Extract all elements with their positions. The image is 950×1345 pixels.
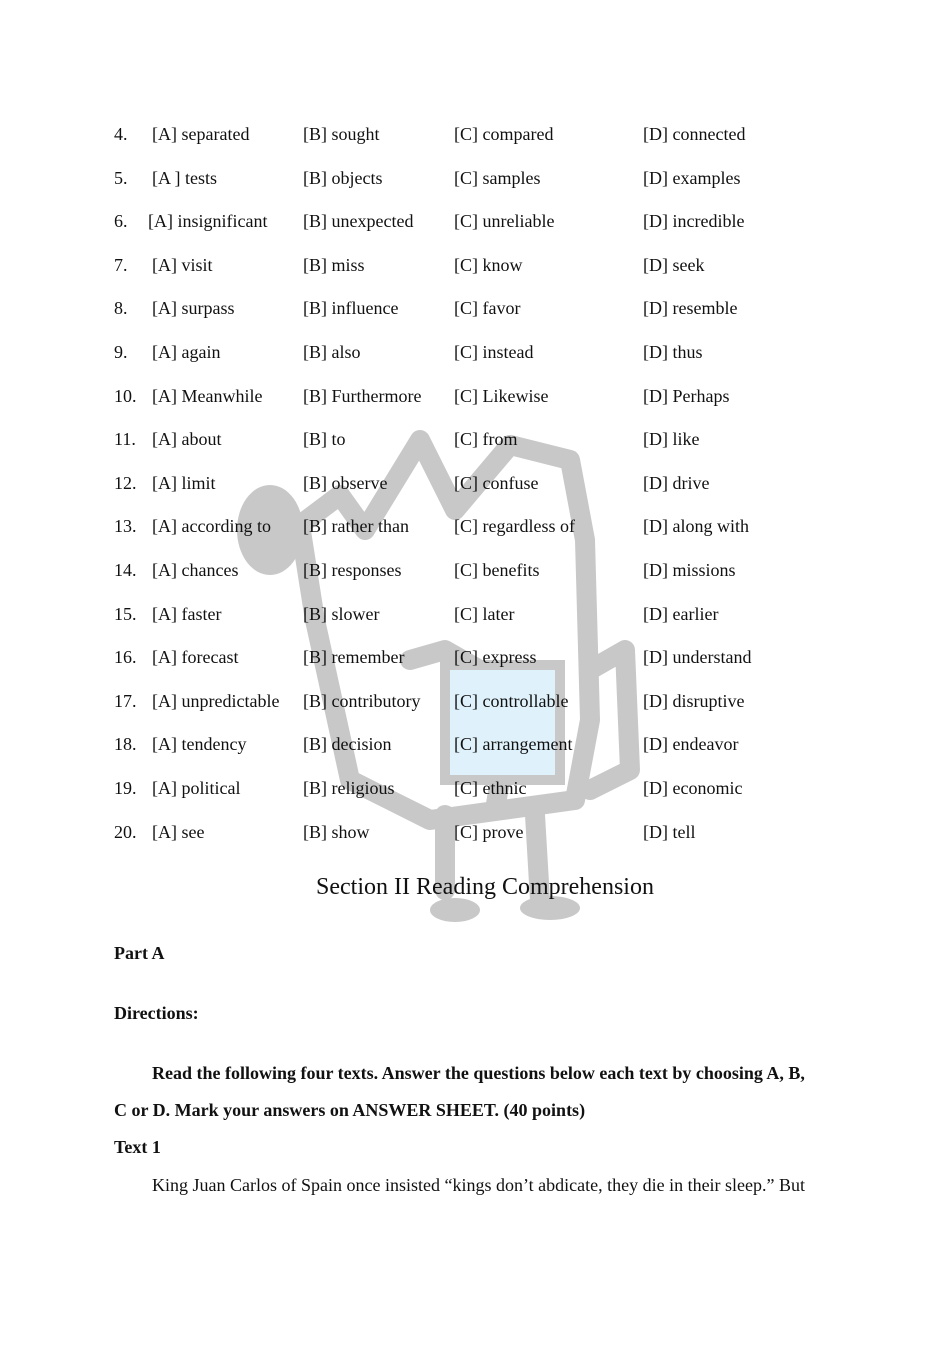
- option-c: [C] express: [454, 647, 537, 668]
- question-row: [114, 508, 834, 552]
- option-c: [C] arrangement: [454, 734, 573, 755]
- question-number: 9.: [114, 341, 128, 362]
- option-d: [D] incredible: [643, 211, 745, 232]
- question-row: [114, 770, 834, 814]
- option-d: [D] drive: [643, 472, 710, 493]
- question-number: 20.: [114, 821, 137, 842]
- option-a: [A] surpass: [152, 298, 235, 319]
- option-c: [C] controllable: [454, 690, 569, 711]
- option-c: [C] Likewise: [454, 385, 549, 406]
- option-a: [A] Meanwhile: [152, 385, 263, 406]
- question-number: 6.: [114, 211, 128, 232]
- option-b: [B] contributory: [303, 690, 421, 711]
- option-a: [A] separated: [152, 124, 250, 144]
- option-d: [D] examples: [643, 167, 741, 188]
- option-a: [A] faster: [152, 603, 222, 624]
- question-number: 17.: [114, 690, 137, 711]
- question-number: 5.: [114, 167, 128, 188]
- option-d: [D] tell: [643, 821, 696, 842]
- question-number: 7.: [114, 254, 128, 275]
- option-c: [C] samples: [454, 167, 541, 188]
- passage-first-line: King Juan Carlos of Spain once insisted “kings don’t abdicate, they die in their sleep.” But: [152, 1175, 806, 1195]
- question-row: [114, 465, 834, 509]
- question-row: [114, 639, 834, 683]
- option-a: [A] about: [152, 429, 222, 450]
- option-b: [B] observe: [303, 472, 388, 493]
- option-c: [C] from: [454, 429, 518, 450]
- option-b: [B] responses: [303, 559, 402, 580]
- question-number: 19.: [114, 777, 137, 798]
- option-a: [A] chances: [152, 559, 239, 580]
- option-d: [D] resemble: [643, 298, 738, 319]
- question-row: [114, 247, 834, 291]
- option-c: [C] regardless of: [454, 516, 575, 537]
- question-row: [114, 334, 834, 378]
- question-row: [114, 160, 834, 204]
- option-b: [B] slower: [303, 603, 380, 624]
- directions-text-line-1: Read the following four texts. Answer the questions below each text by choosing A, B,: [152, 1063, 805, 1083]
- option-d: [D] earlier: [643, 603, 719, 624]
- question-number: 13.: [114, 516, 137, 537]
- option-b: [B] Furthermore: [303, 385, 422, 406]
- option-a: [A ] tests: [152, 167, 217, 188]
- option-b: [B] influence: [303, 298, 399, 319]
- question-row: [114, 421, 834, 465]
- option-a: [A] visit: [152, 254, 213, 275]
- question-row: [114, 203, 834, 247]
- question-number: 11.: [114, 429, 136, 450]
- question-row: [114, 596, 834, 640]
- option-c: [C] compared: [454, 124, 554, 144]
- directions-text-line-2: C or D. Mark your answers on ANSWER SHEET. (40 points): [114, 1100, 586, 1120]
- option-c: [C] favor: [454, 298, 521, 319]
- question-row: [114, 378, 834, 422]
- question-number: 12.: [114, 472, 137, 493]
- question-number: 10.: [114, 385, 137, 406]
- option-d: [D] seek: [643, 254, 705, 275]
- option-a: [A] tendency: [152, 734, 247, 755]
- question-row: [114, 552, 834, 596]
- option-b: [B] to: [303, 429, 346, 450]
- option-a: [A] insignificant: [148, 211, 268, 232]
- question-number: 4.: [114, 124, 128, 144]
- option-b: [B] miss: [303, 254, 365, 275]
- option-a: [A] unpredictable: [152, 690, 280, 711]
- directions-label: Directions:: [114, 1003, 199, 1023]
- option-a: [A] forecast: [152, 647, 239, 668]
- option-b: [B] rather than: [303, 516, 409, 537]
- option-d: [D] understand: [643, 647, 752, 668]
- option-b: [B] sought: [303, 124, 380, 144]
- option-d: [D] endeavor: [643, 734, 739, 755]
- section-title: Section II Reading Comprehension: [316, 874, 654, 900]
- option-d: [D] Perhaps: [643, 385, 730, 406]
- question-row: [114, 683, 834, 727]
- option-a: [A] limit: [152, 472, 216, 493]
- part-label: Part A: [114, 943, 165, 963]
- question-row: [114, 726, 834, 770]
- option-d: [D] economic: [643, 777, 743, 798]
- option-c: [C] prove: [454, 821, 524, 842]
- option-c: [C] confuse: [454, 472, 539, 493]
- option-b: [B] show: [303, 821, 370, 842]
- question-number: 8.: [114, 298, 128, 319]
- option-c: [C] benefits: [454, 559, 540, 580]
- question-row: [114, 116, 834, 160]
- option-list: [114, 116, 834, 857]
- option-a: [A] again: [152, 341, 221, 362]
- option-c: [C] unreliable: [454, 211, 555, 232]
- question-row: [114, 290, 834, 334]
- question-number: 18.: [114, 734, 137, 755]
- option-d: [D] like: [643, 429, 700, 450]
- question-row: [114, 814, 834, 858]
- option-a: [A] political: [152, 777, 241, 798]
- text-heading: Text 1: [114, 1137, 161, 1157]
- option-c: [C] ethnic: [454, 777, 527, 798]
- option-c: [C] later: [454, 603, 515, 624]
- option-a: [A] see: [152, 821, 205, 842]
- question-number: 14.: [114, 559, 137, 580]
- option-a: [A] according to: [152, 516, 271, 537]
- option-d: [D] along with: [643, 516, 749, 537]
- question-number: 16.: [114, 647, 137, 668]
- option-d: [D] disruptive: [643, 690, 745, 711]
- option-c: [C] instead: [454, 341, 534, 362]
- option-b: [B] decision: [303, 734, 392, 755]
- option-b: [B] objects: [303, 167, 383, 188]
- option-d: [D] connected: [643, 124, 746, 144]
- option-c: [C] know: [454, 254, 523, 275]
- option-b: [B] remember: [303, 647, 405, 668]
- option-b: [B] also: [303, 341, 361, 362]
- option-b: [B] unexpected: [303, 211, 414, 232]
- option-d: [D] missions: [643, 559, 736, 580]
- option-b: [B] religious: [303, 777, 395, 798]
- option-d: [D] thus: [643, 341, 703, 362]
- question-number: 15.: [114, 603, 137, 624]
